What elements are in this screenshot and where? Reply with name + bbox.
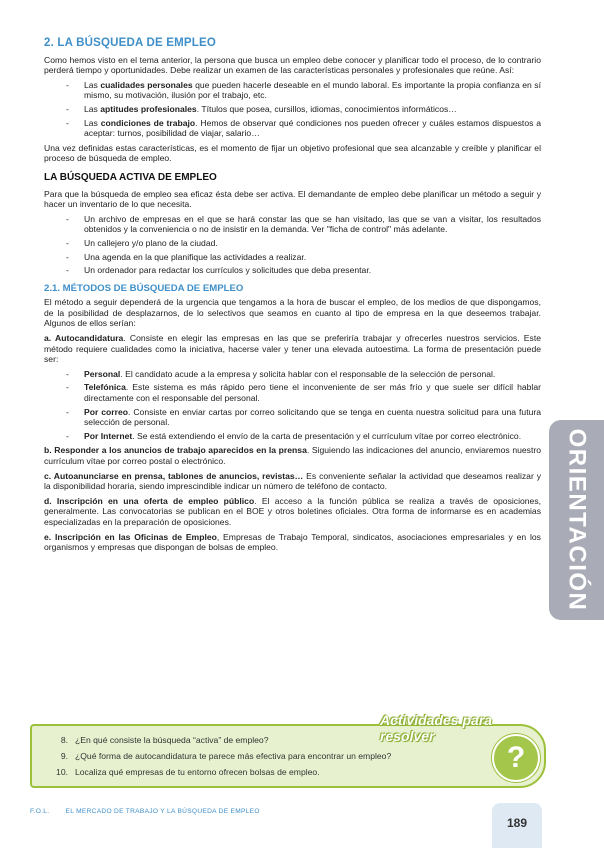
- methods-intro: El método a seguir dependerá de la urgencia que tengamos a la hora de buscar el empleo, de los medios de que dispongamos, de la posibilidad de desplazarnos, de lo selectivos que seamos en cuanto al tipo de empresa en la que deseemos trabajar. Algunos de ellos serían:: [44, 297, 541, 329]
- list-item: - Un archivo de empresas en el que se hará constar las que se han visitado, las que se van a visitar, los resultados obtenidos y la conveniencia o no de insistir en la demanda. Ver "ficha de control" más adelante.: [66, 214, 541, 235]
- page-footer: [30, 808, 260, 815]
- characteristics-list: [44, 80, 541, 139]
- activities-title: Actividades para resolver: [380, 712, 493, 744]
- method-a: a. Autocandidatura. Consiste en elegir las empresas en las que se preferiría trabajar y ofrecerles nuestros servicios. Este método requiere cualidades como la iniciativa, hacerse valer y tener una elevada autoestima. La forma de presentación puede ser:: [44, 333, 542, 365]
- method-b: b. Responder a los anuncios de trabajo aparecidos en la prensa. Siguiendo las indicaciones del anuncio, enviaremos nuestro currículum vítae por correo postal o electrónico.: [44, 445, 541, 466]
- section-outro: Una vez definidas estas características, es el momento de fijar un objetivo profesional que sea alcanzable y creíble y planificar el proceso de búsqueda de empleo.: [44, 142, 541, 164]
- activity-item: 9. ¿Qué forma de autocandidatura te parece más efectiva para encontrar un empleo?: [60, 751, 392, 761]
- list-item: - Por correo. Consiste en enviar cartas por correo solicitando que se tenga en cuenta nuestra solicitud para una futura selección de personal.: [66, 407, 541, 428]
- list-item: - Las condiciones de trabajo. Hemos de observar qué condiciones nos pueden ofrecer y cuáles estamos dispuestos a aceptar: turnos, posibilidad de viajar, salario…: [66, 118, 541, 139]
- list-item: - Las cualidades personales que pueden hacerle deseable en el mundo laboral. Es importante la propia confianza en sí mismo, su motivación, ilusión por el trabajo, etc.: [66, 80, 541, 101]
- active-search-title: LA BÚSQUEDA ACTIVA DE EMPLEO: [44, 171, 217, 183]
- footer-chapter: EL MERCADO DE TRABAJO Y LA BÚSQUEDA DE EMPLEO: [65, 808, 260, 815]
- footer-subject: F.O.L.: [30, 808, 50, 815]
- inventory-list: [44, 214, 541, 276]
- activities-list: [54, 732, 391, 780]
- section-intro: Como hemos visto en el tema anterior, la persona que busca un empleo debe conocer y planificar todo el proceso, de lo contrario perderá tiempo y oportunidades. Debe realizar un examen de las características personales y profesionales que reúne. Así:: [44, 54, 541, 76]
- method-d: d. Inscripción en una oferta de empleo público. El acceso a la función pública se realiza a través de oposiciones, generalmente. Las convocatorias se publican en el BOE y otros boletines oficiales. Otra forma de informarse es en academias especializadas en la preparación de oposiciones.: [44, 495, 542, 527]
- question-mark-icon: ?: [492, 734, 540, 782]
- activity-item: 8. ¿En qué consiste la búsqueda “activa” de empleo?: [60, 735, 269, 745]
- presentation-list: [44, 369, 541, 442]
- list-item: - Un ordenador para redactar los currículos y solicitudes que deba presentar.: [66, 265, 541, 276]
- orientation-side-tab: [549, 420, 604, 620]
- list-item: - Las aptitudes profesionales. Títulos que posea, cursillos, idiomas, conocimientos informáticos…: [66, 104, 541, 115]
- activity-item: 10. Localiza qué empresas de tu entorno ofrecen bolsas de empleo.: [56, 767, 320, 777]
- method-e: e. Inscripción en las Oficinas de Empleo, Empresas de Trabajo Temporal, sindicatos, asociaciones empresariales y en los organismos y empresas que dispongan de bolsas de empleo.: [44, 531, 541, 553]
- activities-box: [30, 712, 546, 788]
- section-title: 2. LA BÚSQUEDA DE EMPLEO: [44, 37, 216, 49]
- side-tab-label: ORIENTACIÓN: [563, 428, 591, 612]
- list-item: - Un callejero y/o plano de la ciudad.: [66, 238, 541, 249]
- list-item: - Telefónica. Este sistema es más rápido pero tiene el inconveniente de ser más frío y que suele ser difícil hablar directamente con el responsable del personal.: [66, 382, 541, 403]
- page-content: [44, 38, 541, 557]
- list-item: - Una agenda en la que planifique las actividades a realizar.: [66, 252, 541, 263]
- active-search-intro: Para que la búsqueda de empleo sea eficaz ésta debe ser activa. El demandante de empleo debe planificar un método a seguir y hacer un inventario de lo que necesita.: [44, 188, 541, 210]
- page-number: 189: [492, 803, 542, 848]
- list-item: - Personal. El candidato acude a la empresa y solicita hablar con el responsable de la selección de personal.: [66, 369, 541, 380]
- methods-title: 2.1. MÉTODOS DE BÚSQUEDA DE EMPLEO: [44, 282, 244, 294]
- list-item: - Por Internet. Se está extendiendo el envío de la carta de presentación y el currículum vítae por correo electrónico.: [66, 431, 541, 442]
- method-c: c. Autoanunciarse en prensa, tablones de anuncios, revistas… Es conveniente señalar la actividad que deseamos realizar y la disponibilidad horaria, siendo imprescindible indicar un número de teléfono de contacto.: [44, 470, 541, 492]
